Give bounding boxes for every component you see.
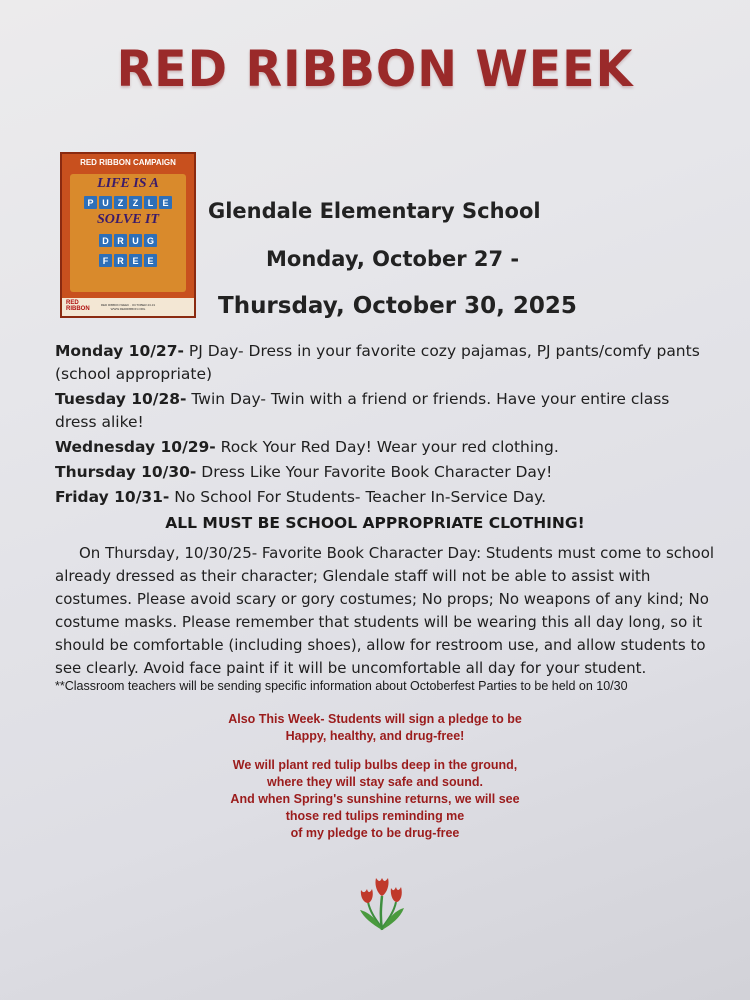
schedule-day: Tuesday 10/28-: [55, 390, 187, 408]
drug-letter-tile: G: [144, 234, 157, 247]
tulip-icon: [346, 868, 416, 938]
tulip-poem: [175, 757, 575, 842]
puzzle-letter-tile: U: [99, 196, 112, 209]
school-name: Glendale Elementary School: [208, 199, 541, 223]
classroom-note: **Classroom teachers will be sending specific information about Octoberfest Parties to be held on 10/30: [55, 679, 628, 693]
schedule-list: [55, 340, 710, 511]
pledge-announcement: [175, 711, 575, 745]
book-character-paragraph: [55, 542, 715, 680]
poster-campaign-label: RED RIBBON CAMPAIGN: [80, 158, 176, 167]
poster-logo: RED RIBBON: [66, 300, 90, 312]
pledge-line-2: Happy, healthy, and drug-free!: [285, 729, 465, 743]
free-letter-tile: E: [144, 254, 157, 267]
red-ribbon-campaign-poster: [60, 152, 196, 318]
schedule-day: Friday 10/31-: [55, 488, 170, 506]
puzzle-letter-tile: Z: [129, 196, 142, 209]
drug-letter-tile: D: [99, 234, 112, 247]
puzzle-letter-tile: E: [159, 196, 172, 209]
poem-line: We will plant red tulip bulbs deep in the ground,: [232, 758, 518, 772]
poem-line: of my pledge to be drug-free: [290, 826, 460, 840]
schedule-item: [55, 436, 710, 459]
poster-puzzle-tiles: [70, 196, 186, 209]
puzzle-letter-tile: L: [144, 196, 157, 209]
schedule-item: [55, 461, 710, 484]
date-line-2: Thursday, October 30, 2025: [218, 293, 577, 319]
pledge-line-1: Also This Week- Students will sign a pledge to be: [228, 712, 522, 726]
schedule-day: Monday 10/27-: [55, 342, 184, 360]
poem-line: where they will stay safe and sound.: [266, 775, 484, 789]
puzzle-letter-tile: Z: [114, 196, 127, 209]
poster-free-tiles: [70, 254, 186, 267]
dress-code-notice: ALL MUST BE SCHOOL APPROPRIATE CLOTHING!: [165, 514, 585, 532]
drug-letter-tile: U: [129, 234, 142, 247]
free-letter-tile: F: [99, 254, 112, 267]
poem-line: those red tulips reminding me: [285, 809, 465, 823]
schedule-item: [55, 340, 710, 386]
poster-line1: LIFE IS A: [97, 176, 159, 191]
date-line-1: Monday, October 27 -: [266, 247, 520, 271]
schedule-day: Thursday 10/30-: [55, 463, 197, 481]
poster-drug-tiles: [70, 234, 186, 247]
poster-line3: SOLVE IT: [96, 212, 160, 227]
schedule-item: [55, 388, 710, 434]
drug-letter-tile: R: [114, 234, 127, 247]
free-letter-tile: R: [114, 254, 127, 267]
schedule-item: [55, 486, 710, 509]
schedule-text: PJ Day- Dress in your favorite cozy pajamas, PJ pants/comfy pants (school appropriate): [55, 342, 700, 383]
schedule-text: No School For Students- Teacher In-Service Day.: [169, 488, 547, 506]
schedule-day: Wednesday 10/29-: [55, 438, 216, 456]
puzzle-letter-tile: P: [84, 196, 97, 209]
free-letter-tile: E: [129, 254, 142, 267]
poem-line: And when Spring's sunshine returns, we will see: [230, 792, 520, 806]
schedule-text: Rock Your Red Day! Wear your red clothing.: [215, 438, 559, 456]
poster-fine-print: RED RIBBON WEEK · OCTOBER 23-31 WWW.REDRIBBON.ORG: [100, 303, 156, 311]
schedule-text: Twin Day- Twin with a friend or friends. Have your entire class dress alike!: [55, 390, 670, 431]
paragraph-text: On Thursday, 10/30/25- Favorite Book Character Day: Students must come to school already dressed as their character; Glendale staff will not be able to assist with costumes. Please avoid scary or gory costumes; No props; No weapons of any kind; No costume masks. Please remember that students will be wearing this all day long, so it should be comfortable (including shoes), allow for restroom use, and allow students to see clearly. Avoid face paint if it will be uncomfortable all day for your student.: [55, 544, 715, 677]
page-title: RED RIBBON WEEK: [116, 40, 634, 98]
poster-puzzle-art: [70, 174, 186, 292]
schedule-text: Dress Like Your Favorite Book Character Day!: [196, 463, 553, 481]
